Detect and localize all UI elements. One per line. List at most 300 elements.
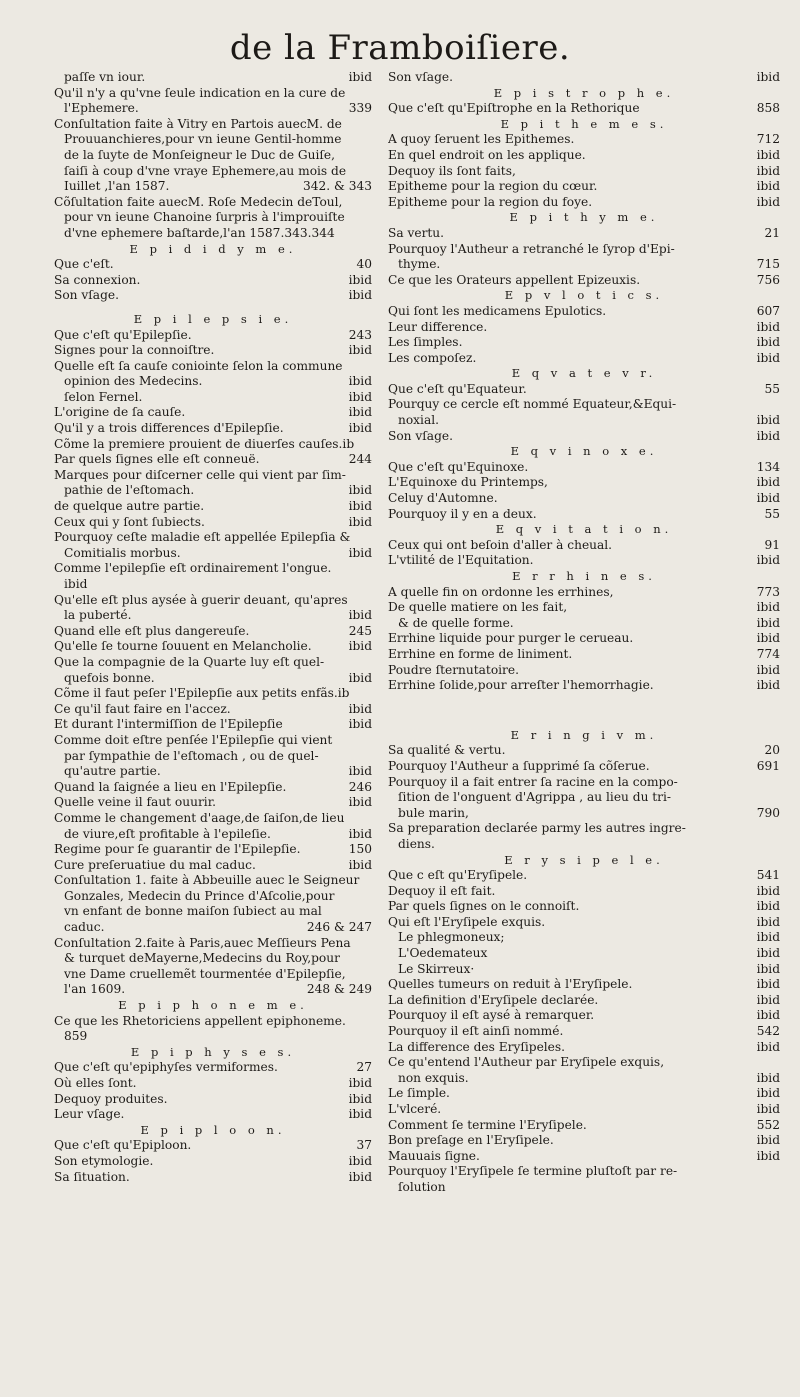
entry-text: Epitheme pour la region du foye. — [388, 194, 593, 209]
page-reference: 790 — [754, 806, 780, 822]
entry-text: quefois bonne. — [64, 670, 155, 685]
index-entry-continuation — [54, 920, 372, 936]
entry-text: Sa qualité & vertu. — [388, 743, 506, 758]
index-entry — [54, 273, 372, 289]
page-reference: 27 — [353, 1060, 372, 1076]
entry-text: Son vſage. — [388, 428, 453, 443]
page-reference: ibid — [754, 475, 780, 491]
page-reference: ibid — [754, 993, 780, 1009]
entry-text: Conſultation 2.faite à Paris,auec Meſſieurs Pena — [54, 935, 351, 950]
index-entry — [388, 1024, 780, 1040]
index-entry-continuation — [388, 806, 780, 822]
entry-text: vn enfant de bonne maiſon ſubiect au mal — [64, 904, 322, 919]
page-reference: 773 — [754, 585, 780, 601]
page-reference: ibid — [754, 884, 780, 900]
index-entry — [388, 1008, 780, 1024]
page-reference: ibid — [346, 390, 372, 406]
entry-text: Cure preſeruatiue du mal caduc. — [54, 857, 256, 872]
index-entry — [54, 1014, 372, 1030]
index-entry — [388, 491, 780, 507]
entry-text: ibid — [64, 577, 88, 591]
entry-text: Conſultation 1. faite à Abbeuille auec le Seigneur — [54, 873, 360, 888]
entry-text: Son vſage. — [54, 288, 119, 303]
index-entry — [54, 858, 372, 874]
page-reference: 607 — [754, 304, 780, 320]
spacer — [54, 304, 372, 312]
index-entry — [54, 1076, 372, 1092]
entry-text: Errhine en forme de liniment. — [388, 646, 573, 661]
entry-text: Iuillet ,l'an 1587. — [64, 179, 170, 194]
entry-text: Que c'eſt qu'Epilepſie. — [54, 327, 192, 342]
page-reference: ibid — [754, 977, 780, 993]
page-reference: 244 — [346, 452, 372, 468]
index-heading: E r i n g i v m. — [510, 727, 658, 742]
entry-text: Epitheme pour la region du cœur. — [388, 179, 598, 194]
entry-text: qu'autre partie. — [64, 764, 161, 779]
page-reference: ibid — [754, 70, 780, 86]
page-reference: 21 — [761, 226, 780, 242]
index-heading: E p i p l o o n. — [140, 1122, 286, 1137]
index-entry — [388, 663, 780, 679]
entry-text: La definition d'Eryſipele declarée. — [388, 992, 599, 1007]
page-reference: ibid — [754, 1133, 780, 1149]
index-entry-continuation — [54, 374, 372, 390]
entry-text: Qu'il y a trois differences d'Epilepſie. — [54, 421, 284, 436]
page-reference: ibid — [346, 288, 372, 304]
index-entry-continuation — [54, 164, 372, 180]
page-reference: ibid — [346, 1092, 372, 1108]
entry-text: Dequoy ils ſont faits, — [388, 163, 516, 178]
entry-text: Ce qu'il faut faire en l'accez. — [54, 701, 231, 716]
index-entry-continuation — [54, 101, 372, 117]
index-entry — [54, 686, 372, 702]
index-entry-continuation — [388, 413, 780, 429]
index-entry — [388, 993, 780, 1009]
page-reference: 542 — [754, 1024, 780, 1040]
entry-text: Son etymologie. — [54, 1153, 154, 1168]
entry-text: noxial. — [398, 413, 439, 428]
index-entry — [388, 320, 780, 336]
index-heading: E p v l o t i c s. — [504, 288, 664, 303]
page-reference: 246 — [346, 780, 372, 796]
index-entry — [388, 351, 780, 367]
index-entry-continuation — [54, 608, 372, 624]
page-reference: ibid — [754, 320, 780, 336]
index-entry-continuation — [54, 577, 372, 593]
entry-text: De quelle matiere on les fait, — [388, 600, 568, 615]
entry-text: Pourquoy il eſt ainſi nommé. — [388, 1024, 564, 1039]
entry-text: Pourquoy ceſte maladie eſt appellée Epilepſia & — [54, 530, 351, 545]
index-entry — [388, 507, 780, 523]
page-reference: ibid — [754, 1149, 780, 1165]
entry-text: Que c'eſt qu'epiphyſes vermiformes. — [54, 1060, 278, 1075]
index-entry-continuation — [388, 837, 780, 853]
page-reference: ibid — [754, 946, 780, 962]
page-reference: 55 — [761, 382, 780, 398]
entry-text: l'an 1609. — [64, 982, 126, 997]
index-entry-continuation — [54, 70, 372, 86]
entry-text: Qu'elle ſe tourne ſouuent en Melancholie. — [54, 639, 312, 654]
entry-text: Qui ſont les medicamens Epulotics. — [388, 303, 607, 318]
entry-text: thyme. — [398, 257, 441, 272]
page-reference: 150 — [346, 842, 372, 858]
index-heading: E p i p h y s e s. — [130, 1044, 296, 1059]
entry-text: Que c'eſt qu'Epiploon. — [54, 1138, 192, 1153]
index-entry — [388, 148, 780, 164]
index-entry — [54, 780, 372, 796]
index-entry — [388, 631, 780, 647]
page-reference: ibid — [754, 663, 780, 679]
page-reference: 774 — [754, 647, 780, 663]
entry-text: Par quels ſignes elle eſt conneuë. — [54, 452, 260, 467]
entry-text: Pourquoy il y en a deux. — [388, 506, 537, 521]
index-entry — [388, 460, 780, 476]
index-entry — [388, 70, 780, 86]
index-entry — [388, 1118, 780, 1134]
entry-text: ſolution — [398, 1179, 446, 1194]
entry-text: Ceux qui ont beſoin d'aller à cheual. — [388, 537, 613, 552]
index-entry-continuation — [54, 982, 372, 998]
entry-text: Les ſimples. — [388, 335, 463, 350]
index-entry — [388, 759, 780, 775]
page-reference: ibid — [754, 631, 780, 647]
index-entry-continuation — [54, 226, 372, 242]
entry-text: Son vſage. — [388, 70, 453, 84]
entry-text: L'origine de ſa cauſe. — [54, 405, 186, 420]
index-entry — [54, 117, 372, 133]
page-reference: ibid — [346, 70, 372, 86]
index-entry-continuation — [54, 1029, 372, 1045]
entry-text: Sa ſituation. — [54, 1169, 130, 1184]
index-entry — [388, 821, 780, 837]
index-entry-continuation — [54, 967, 372, 983]
index-entry-continuation — [388, 790, 780, 806]
index-entry — [388, 335, 780, 351]
index-entry — [54, 1107, 372, 1123]
entry-text: Le Skirreux· — [398, 961, 475, 976]
page-reference: 715 — [754, 257, 780, 273]
index-entry — [54, 873, 372, 889]
entry-text: ſelon Fernel. — [64, 389, 143, 404]
index-entry — [388, 195, 780, 211]
page-reference: 858 — [754, 101, 780, 117]
index-entry — [388, 1164, 780, 1180]
entry-text: Errhine liquide pour purger le cerueau. — [388, 631, 634, 646]
page-reference: 55 — [761, 507, 780, 523]
page-reference: ibid — [346, 515, 372, 531]
index-entry — [54, 1170, 372, 1186]
page-reference: 40 — [353, 257, 372, 273]
index-entry-continuation — [54, 210, 372, 226]
page-reference: ibid — [754, 335, 780, 351]
entry-text: Que la compagnie de la Quarte luy eſt quel- — [54, 654, 325, 669]
index-entry — [54, 717, 372, 733]
page-reference: 756 — [754, 273, 780, 289]
page-reference: ibid — [346, 639, 372, 655]
index-heading: E r y s i p e l e. — [504, 852, 664, 867]
entry-text: de quelque autre partie. — [54, 499, 205, 514]
entry-text: Cõme il faut peſer l'Epilepſie aux petits enfãs.ib — [54, 686, 350, 701]
page-reference: ibid — [346, 374, 372, 390]
index-entry — [54, 733, 372, 749]
page-reference: ibid — [754, 1071, 780, 1087]
index-entry — [388, 382, 780, 398]
index-entry — [388, 132, 780, 148]
entry-text: Sa vertu. — [388, 225, 445, 240]
page-reference: ibid — [754, 553, 780, 569]
entry-text: Dequoy produites. — [54, 1091, 168, 1106]
page-reference: ibid — [346, 764, 372, 780]
entry-text: Ce qu'entend l'Autheur par Eryſipele exquis, — [388, 1055, 665, 1070]
entry-text: non exquis. — [398, 1070, 469, 1085]
entry-text: pathie de l'eſtomach. — [64, 483, 195, 498]
page-reference: ibid — [754, 164, 780, 180]
entry-text: Quelle veine il faut ouurir. — [54, 795, 217, 810]
index-entry — [388, 273, 780, 289]
index-heading: E p i s t r o p h e. — [493, 85, 675, 100]
page-reference: ibid — [754, 1008, 780, 1024]
entry-text: caduc. — [64, 920, 105, 935]
entry-text: Ce que les Rhetoriciens appellent epiphoneme. — [54, 1013, 346, 1028]
index-entry — [388, 678, 780, 694]
index-entry-continuation — [54, 951, 372, 967]
entry-text: Que c eſt qu'Eryſipele. — [388, 868, 528, 883]
page-reference: ibid — [754, 616, 780, 632]
entry-text: Pourquy ce cercle eſt nommé Equateur,&Equi- — [388, 397, 677, 412]
index-entry — [54, 795, 372, 811]
index-entry — [388, 884, 780, 900]
entry-text: Pourquoy l'Autheur a retranché le ſyrop d'Epi- — [388, 241, 675, 256]
page-reference: 134 — [754, 460, 780, 476]
entry-text: Le phlegmoneux; — [398, 930, 505, 945]
index-heading: E p i d i d y m e. — [129, 241, 297, 256]
page-reference: ibid — [754, 195, 780, 211]
entry-text: Errhine ſolide,pour arreſter l'hemorrhagie. — [388, 678, 654, 693]
entry-text: Qui eſt l'Eryſipele exquis. — [388, 914, 546, 929]
page-reference: ibid — [754, 678, 780, 694]
index-entry — [388, 397, 780, 413]
page-reference: ibid — [754, 491, 780, 507]
page-reference: ibid — [346, 858, 372, 874]
index-entry — [388, 1055, 780, 1071]
page-reference: ibid — [754, 429, 780, 445]
index-entry — [388, 1086, 780, 1102]
page-reference: 20 — [761, 743, 780, 759]
index-entry — [388, 1102, 780, 1118]
entry-text: L'Oedemateux — [398, 946, 488, 961]
entry-text: Où elles ſont. — [54, 1076, 137, 1090]
index-entry — [54, 195, 372, 211]
page-reference: ibid — [754, 1040, 780, 1056]
index-entry-continuation — [54, 546, 372, 562]
index-heading: E r r h i n e s. — [512, 569, 656, 583]
index-entry-continuation — [54, 764, 372, 780]
entry-text: pour vn ieune Chanoine ſurpris à l'improuiſte — [64, 210, 345, 225]
index-entry — [54, 842, 372, 858]
entry-text: Cõme la premiere prouient de diuerſes cauſes.ib — [54, 436, 355, 451]
entry-text: Leur vſage. — [54, 1107, 125, 1122]
page-reference: ibid — [346, 671, 372, 687]
page-reference: 342. & 343 — [300, 179, 372, 195]
index-entry-continuation — [54, 483, 372, 499]
entry-text: L'vtilité de l'Equitation. — [388, 553, 534, 568]
entry-text: Comme doit eſtre penſée l'Epilepſie qui vient — [54, 732, 333, 747]
page-reference: ibid — [346, 343, 372, 359]
index-column-left — [54, 70, 372, 1185]
index-entry — [388, 429, 780, 445]
index-entry — [54, 561, 372, 577]
index-entry — [54, 655, 372, 671]
page-reference: 552 — [754, 1118, 780, 1134]
entry-text: Bon preſage en l'Eryſipele. — [388, 1133, 554, 1148]
index-entry — [388, 775, 780, 791]
entry-text: bule marin, — [398, 805, 469, 820]
index-entry — [54, 421, 372, 437]
index-entry — [54, 530, 372, 546]
index-entry-continuation — [388, 946, 780, 962]
index-entry-continuation — [388, 257, 780, 273]
index-entry — [54, 515, 372, 531]
entry-text: Leur difference. — [388, 319, 488, 334]
page-reference: 37 — [353, 1138, 372, 1154]
page-reference: ibid — [346, 1170, 372, 1186]
index-entry — [54, 452, 372, 468]
entry-text: L'Equinoxe du Printemps, — [388, 475, 548, 490]
page-reference: 243 — [346, 328, 372, 344]
index-column-right — [388, 70, 780, 1196]
page-reference: ibid — [346, 608, 372, 624]
entry-text: Sa connexion. — [54, 272, 141, 287]
page-reference: ibid — [346, 795, 372, 811]
entry-text: ſition de l'onguent d'Agrippa , au lieu du tri- — [398, 790, 672, 805]
page-reference: ibid — [754, 351, 780, 367]
entry-text: Pourquoy il eſt aysé à remarquer. — [388, 1008, 595, 1023]
entry-text: Que c'eſt qu'Epiſtrophe en la Rethorique — [388, 101, 640, 116]
page-reference: 339 — [346, 101, 372, 117]
page-reference: 541 — [754, 868, 780, 884]
entry-text: Quand la ſaignée a lieu en l'Epilepſie. — [54, 779, 287, 794]
page-reference: ibid — [346, 1154, 372, 1170]
page-reference: ibid — [346, 702, 372, 718]
entry-text: Comme l'epilepſie eſt ordinairement l'ongue. — [54, 561, 332, 576]
index-entry — [388, 647, 780, 663]
index-entry — [388, 915, 780, 931]
running-head: de la Framboiſiere. — [229, 28, 571, 68]
entry-text: 859 — [64, 1029, 88, 1044]
page-reference: ibid — [754, 899, 780, 915]
page-reference: ibid — [754, 1086, 780, 1102]
entry-text: Quand elle eſt plus dangereuſe. — [54, 623, 250, 638]
index-entry — [54, 86, 372, 102]
index-entry-continuation — [54, 904, 372, 920]
index-entry-continuation — [54, 148, 372, 164]
index-entry — [388, 242, 780, 258]
entry-text: Poudre ſternutatoire. — [388, 662, 519, 677]
page-reference: ibid — [346, 1107, 372, 1123]
entry-text: Celuy d'Automne. — [388, 491, 498, 506]
page-reference: ibid — [346, 1076, 372, 1092]
page-reference: ibid — [754, 930, 780, 946]
page-reference: ibid — [346, 499, 372, 515]
index-entry-continuation — [388, 1071, 780, 1087]
entry-text: Regime pour ſe guarantir de l'Epilepſie. — [54, 842, 301, 857]
entry-text: opinion des Medecins. — [64, 374, 203, 389]
entry-text: Pourquoy il a fait entrer ſa racine en la compo- — [388, 774, 678, 789]
entry-text: Par quels ſignes on le connoiſt. — [388, 899, 580, 914]
entry-text: de viure,eſt profitable à l'epileſie. — [64, 826, 271, 841]
index-entry — [388, 226, 780, 242]
page-reference: ibid — [754, 600, 780, 616]
index-heading: E p i t h y m e. — [509, 210, 659, 225]
entry-text: par ſympathie de l'eſtomach , ou de quel- — [64, 748, 319, 763]
index-entry — [388, 977, 780, 993]
index-heading: E p i p h o n e m e. — [118, 998, 308, 1013]
entry-text: L'vlceré. — [388, 1102, 442, 1116]
entry-text: diens. — [398, 836, 435, 851]
entry-text: Cõſultation faite auecM. Roſe Medecin deToul, — [54, 194, 343, 209]
index-entry — [54, 468, 372, 484]
entry-text: Pourquoy l'Autheur a ſupprimé ſa cõſerue. — [388, 758, 650, 773]
index-entry-continuation — [54, 827, 372, 843]
page-reference: 712 — [754, 132, 780, 148]
index-entry — [388, 899, 780, 915]
index-entry-continuation — [54, 132, 372, 148]
page-reference: ibid — [754, 413, 780, 429]
entry-text: Qu'il n'y a qu'vne ſeule indication en la cure de — [54, 85, 346, 100]
index-entry — [388, 1133, 780, 1149]
page-reference: ibid — [346, 273, 372, 289]
index-entry — [388, 553, 780, 569]
index-entry — [54, 639, 372, 655]
entry-text: Signes pour la connoiſtre. — [54, 343, 215, 358]
index-heading: E q v a t e v r. — [511, 366, 657, 381]
entry-text: Le ſimple. — [388, 1086, 450, 1101]
entry-text: Comitialis morbus. — [64, 545, 181, 560]
entry-text: Quelles tumeurs on reduit à l'Eryſipele. — [388, 977, 633, 992]
page-reference: ibid — [754, 962, 780, 978]
page-reference: 246 & 247 — [304, 920, 372, 936]
page-reference: ibid — [346, 546, 372, 562]
page-reference: ibid — [346, 827, 372, 843]
entry-text: paſſe vn iour. — [64, 70, 146, 84]
entry-text: & de quelle forme. — [398, 615, 514, 630]
index-entry — [388, 743, 780, 759]
index-heading: E p i l e p s i e. — [133, 311, 293, 326]
index-entry — [54, 936, 372, 952]
index-entry — [54, 437, 372, 453]
index-entry — [54, 328, 372, 344]
index-entry — [54, 257, 372, 273]
page-reference: 245 — [346, 624, 372, 640]
page-reference: ibid — [346, 405, 372, 421]
index-entry-continuation — [54, 749, 372, 765]
index-entry — [54, 1092, 372, 1108]
index-entry — [388, 475, 780, 491]
entry-text: de la ſuyte de Monſeigneur le Duc de Guiſe, — [64, 147, 336, 162]
entry-text: Les compoſez. — [388, 350, 477, 365]
index-entry — [388, 101, 780, 117]
entry-text: Comme le changement d'aage,de ſaiſon,de lieu — [54, 810, 345, 825]
entry-text: Que c'eſt qu'Equateur. — [388, 381, 527, 396]
index-entry — [388, 1149, 780, 1165]
entry-text: la puberté. — [64, 608, 132, 623]
index-entry-continuation — [54, 889, 372, 905]
index-entry-continuation — [388, 930, 780, 946]
page-reference: ibid — [754, 148, 780, 164]
entry-text: Pourquoy l'Eryſipele ſe termine pluſtoſt par re- — [388, 1164, 678, 1179]
entry-text: A quelle fin on ordonne les errhines, — [388, 584, 614, 599]
index-entry — [388, 1040, 780, 1056]
